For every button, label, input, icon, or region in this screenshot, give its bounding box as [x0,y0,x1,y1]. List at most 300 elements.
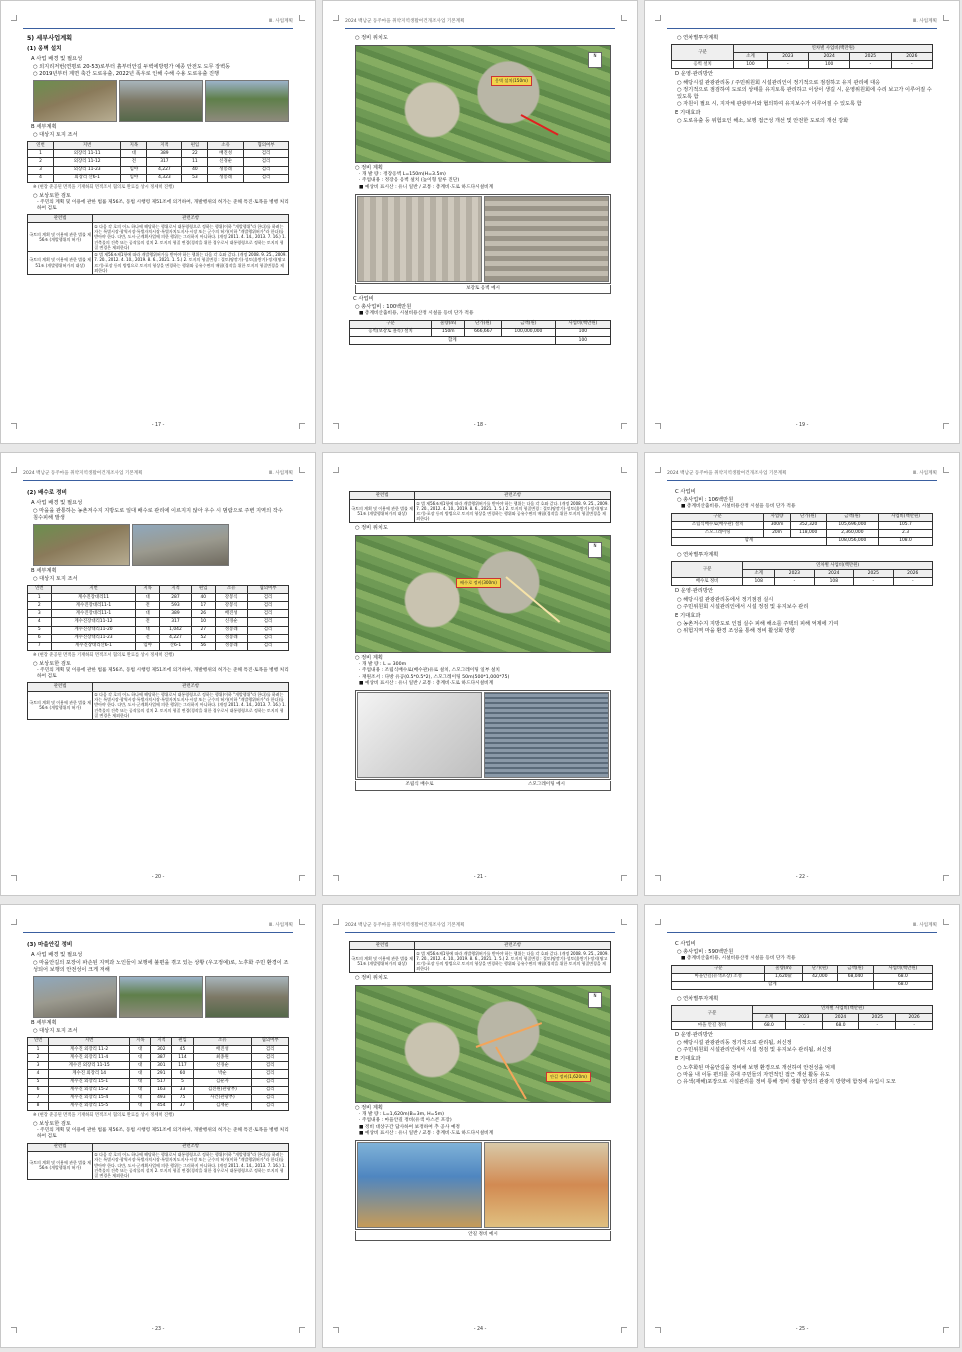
bullet: ○ 대상지 토지 조서 [33,575,78,582]
table-cell: 신경순 [193,1062,252,1070]
document-page-22 [644,452,960,896]
site-photo [205,976,289,1018]
table-row [672,1022,933,1030]
table-cell: 산6-1 [159,642,191,650]
law-table [27,214,289,274]
land-table [27,1037,289,1111]
table-cell: - [891,61,932,69]
cost-table [671,965,933,990]
annual-plan-table [671,561,933,586]
photo-caption: 안길 정비 예시 [355,1231,611,1240]
site-photos [33,80,289,122]
heading-a: A 사업 배경 및 필요성 [31,55,83,62]
heading-c: C 사업비 [353,296,374,303]
table-cell: 김순자 [193,1078,252,1086]
table-header-cell: 연번 [28,585,52,593]
table-cell: 계수진 외장리 11-4 [49,1054,130,1062]
table-cell: 대 [136,594,160,602]
table-cell: 국토의 계획 및 이용에 관한 법률 제51조 (개발행위허가의 대상) [350,500,415,523]
table-cell: 2,360,000 [826,529,878,537]
table-header-cell: 지적 [151,1037,172,1045]
table-row [28,610,289,618]
annual-plan-table [671,44,933,69]
table-cell: 1 [28,594,52,602]
page-number: - 23 - [151,1326,165,1332]
cost-table [671,513,933,547]
header-section: Ⅲ. 사업계획 [913,19,937,24]
map-callout: 배수로 정비(300m) [456,578,501,588]
table-header-cell: 구분 [672,562,743,578]
table-cell: 105.7 [879,521,933,529]
table-cell: 7 [28,1094,49,1102]
table-cell: 68.0 [822,1022,859,1030]
document-page-18 [322,0,638,444]
page-number: - 22 - [795,874,809,880]
table-header-cell: 관련법 [28,215,93,223]
table-row [672,981,933,989]
site-photo [33,524,130,566]
bullet: ○ 보상토한 검토 [33,1120,71,1127]
photo-caption: 조립식 배수로 [405,782,434,788]
example-photo [357,1142,482,1228]
page-number: - 17 - [151,422,165,428]
bullet: ○ 대상지 토지 조서 [33,132,78,139]
table-cell: 전 [136,618,160,626]
table-cell: 성봉례 [208,174,244,182]
table-cell: 스모그레이팅 [672,529,764,537]
table-header-cell: 금액(원) [502,320,556,328]
table-cell: 국토의 계획 및 이용에 관한 법률 제56조 (개발행위의 허가) [28,691,93,719]
route-line [476,1022,542,1048]
table-cell: 대 [130,1062,151,1070]
site-photos [33,976,289,1018]
table-cell: - [896,1022,933,1030]
table-row [350,328,611,336]
table-cell: 계수진 외장리 15-5 [49,1102,130,1110]
table-row [350,950,611,973]
table-cell: 3 [28,610,52,618]
table-cell: 4 [28,1070,49,1078]
table-header-cell: 단가(원) [790,513,826,521]
table-row [28,142,289,150]
table-header-cell: 편입 [182,142,208,150]
law-table [349,941,611,973]
table-cell: 108.0 [879,537,933,545]
table-cell: 7 [28,642,52,650]
bullet: ○ 정비 계획 [355,1105,383,1112]
page-number: - 18 - [473,422,487,428]
table-cell: 11 [182,158,208,166]
bullet: ○ 자원이 필요 시, 지자체 관광부서와 협의하여 유지보수가 이루어질 수 있도록 함 [677,100,862,107]
table-cell: 40 [182,166,208,174]
table-cell: 사건(관광부) [193,1094,252,1102]
table-cell: 33 [172,1086,193,1094]
table-cell: 4,227 [159,634,191,642]
header-title: 2024 백남군 동주마을 취약지역생활여건개조사업 기본계획 [345,19,465,24]
table-cell: 검리 [247,594,288,602]
table-cell: 검리 [252,1094,289,1102]
table-cell: 검리 [252,1086,289,1094]
table-cell: 150m [432,328,465,336]
table-cell: 외장리 11-12 [53,158,120,166]
table-cell: 외장리 11-23 [53,166,120,174]
example-photo [484,692,609,778]
table-cell: 대 [130,1054,151,1062]
table-header-cell: 연차별 사업비(백만원) [734,45,933,53]
table-header-cell: 2024 [809,53,850,61]
table-row [28,594,289,602]
subsection-heading: (1) 옹벽 설치 [27,46,62,53]
table-cell: 계수진장대리산6-1 [51,642,136,650]
bullet: ○ 연차별투자계획 [677,552,719,558]
bullet: ○ 정비 계획 [355,165,383,172]
table-cell: 계수진장대리11 [51,594,136,602]
table-cell: 117 [172,1062,193,1070]
table-cell: 김진원(관광부) [193,1086,252,1094]
table-cell: 300m [764,521,791,529]
map-callout: 안길 정비(1,620m) [546,1072,591,1082]
table-cell: 검리 [247,626,288,634]
table-cell: 2 [28,602,52,610]
crop-mark [943,467,949,473]
table-cell: 60 [172,1070,193,1078]
table-cell: 6 [28,634,52,642]
table-row [28,174,289,182]
table-header-cell: 사업비(백만원) [555,320,610,328]
bullet: ○ 정비 위치도 [355,35,388,41]
example-photos [355,690,611,780]
table-header-cell: 지적 [147,142,182,150]
table-header-cell: 편입 [172,1037,193,1045]
table-header-cell: 사업비(백만원) [873,965,932,973]
table-cell: 389 [147,150,182,158]
bullet-detail: · 재원조서 : 다방 유공(0.5*0.5*2), 스모그레이팅 50m(500*1,000*75) [359,674,510,680]
table-cell: 20m [764,529,791,537]
table-cell: 5 [28,626,52,634]
page-number: - 24 - [473,1326,487,1332]
table-cell: 108,056,000 [826,537,878,545]
table-cell: 국토의 계획 및 이용에 관한 법률 제51조 (개발행위허가의 대상) [350,950,415,973]
table-cell: 37 [172,1102,193,1110]
table-cell: 2 [28,158,54,166]
page-header [345,17,615,29]
table-cell: 105,696,000 [826,521,878,529]
table-row [28,1037,289,1045]
crop-mark [11,467,17,473]
table-header-cell: 관련조항 [93,215,289,223]
table-cell: 계수진 외장리 15-1 [49,1078,130,1086]
header-section: Ⅲ. 사업계획 [269,19,293,24]
table-cell: 4,323 [147,174,182,182]
header-title: 2024 백남군 동주마을 취약지역생활여건개조사업 기본계획 [667,471,787,476]
table-cell: 108 [814,578,853,586]
heading-d: D 운영·관리방안 [675,1032,714,1039]
table-header-cell: 2025 [859,1014,896,1022]
subsection-heading: (3) 마을안길 정비 [27,942,73,948]
table-cell: 검리 [243,158,288,166]
bullet: ○ 주민위원회 시설관리인에서 시설 정검 및 유지보수 관리됨, 쇠신정 [677,1047,832,1054]
crop-mark [655,15,661,21]
table-cell: 163 [151,1086,172,1094]
table-header-cell: 소계 [752,1014,785,1022]
bullet-detail: ■ 총계비산출비용, 시설비용산정 시설을 등비 단가 적용 [359,311,474,317]
table-row [672,973,933,981]
table-header-cell: 지번 [51,585,136,593]
table-cell: 계수진장대리11-23 [51,634,136,642]
route-line [495,1047,527,1100]
table-cell: 68.0 [752,1022,785,1030]
table-header-cell: 2023 [775,570,814,578]
table-cell: 대 [136,626,160,634]
table-cell: 계수진 외장리 15-4 [49,1094,130,1102]
table-cell: 100 [734,61,767,69]
table-row [672,537,933,545]
crop-mark [943,919,949,925]
table-cell: 53 [182,174,208,182]
header-title: 2024 백남군 동주마을 취약지역생활여건개조사업 기본계획 [23,471,143,476]
aerial-map [355,535,611,653]
bullet: ○ 외지리저번(연평로 20-53)로부터 흙부터안길 두벽에방평가 예종 안전도 도무 장벽동 [33,64,231,71]
table-row [672,562,933,570]
table-header-cell: 지목 [136,585,160,593]
table-cell: 100 [555,328,610,336]
example-photo [357,196,482,282]
bullet-detail: · 개 발 량 : L=1,620m(B=3m, H=5m) [359,1112,444,1118]
table-header-cell: 소유 [208,142,244,150]
table-cell: 68.0 [873,981,932,989]
table-header-cell: 연차별 사업비(백만원) [752,1005,932,1013]
table-header-cell: 물량(m) [432,320,465,328]
table-cell: - [893,578,932,586]
table-cell: 302 [151,1046,172,1054]
table-cell: 검리 [243,150,288,158]
heading-c: C 사업비 [675,941,696,947]
document-page-21 [322,452,638,896]
crop-mark [333,919,339,925]
table-cell: ① 다음 각 호의 어느 하나에 해당하는 행위로서 대통령령으로 정하는 행위(이하 "개발행위"라 한다)를 하려는 자는 특별시장·광역시장·특별자치시장·특별자치도지사·시장 또는 군수의 허가(이하 "개발행위허가"라 한다)를 받아야 한다. 다만, 도시·군계획사업에 의한 행위는 그러하지 아니하다. (개정 2011. 4. 14., 2013. 7. 16.) 1. 건축물의 건축 또는 공작물의 설치 2. 토지의 형질 변경(경작을 위한 경우로서 대통령령으로 정하는 토지의 형질 변경은 제외한다) [93,691,289,719]
table-cell: 6 [28,1086,49,1094]
table-cell: 68,040 [838,973,874,981]
site-photo [119,80,203,122]
heading-e: E 기대효과 [675,612,701,619]
bullet: ○ 마을안길의 포장이 파손된 지역과 노인들이 보행에 불편을 겪고 있는 상황 (우고정예)로, 노후화 주민 환경이 조성되어 보행의 안전성이 크게 저해 [33,959,289,973]
bullet: ○ 대상지 토지 조서 [33,1027,78,1034]
bullet: ○ 보상토한 검토 [33,660,71,667]
bullet-detail: ■ 예상비 표시산 : 유니 일반 / 교통 : 총계비·도로 하드다시설비계 [359,1131,494,1137]
table-cell: 계수진 외장리 14 [49,1070,130,1078]
table-cell: 계수진 외장리 15-2 [49,1086,130,1094]
crop-mark [655,467,661,473]
table-row [28,150,289,158]
crop-mark [943,15,949,21]
bullet: ○ 정비 위치도 [355,525,388,532]
table-cell: 대 [121,150,147,158]
site-photos [33,524,229,566]
table-cell: 118,000 [790,529,826,537]
table-cell: 강봉식 [215,594,247,602]
table-cell: 26 [191,610,215,618]
table-cell: 국토의 계획 및 이용에 관한 법률 제51조 (개발행위허가의 대상) [28,251,93,274]
bullet-detail: - 주민의 계획 및 이용에 관한 법률 제56조, 동법 시행령 제51조에 의거하여, 개발행위의 허가는 준해 특진·토목을 병행 처리하여 검토 [37,199,289,212]
table-header-cell: 구분 [672,965,765,973]
table-cell: 8 [28,1102,49,1110]
bullet-detail: · 개 발 량 : 정장옹벽 L=150m(H=3.5m) [359,172,446,178]
table-header-cell: 협의여부 [243,142,288,150]
photo-caption: 보강토 옹벽 예시 [355,285,611,294]
table-cell: 27 [191,626,215,634]
heading-b: B 세부계획 [31,567,57,574]
land-table [27,585,289,651]
table-cell: 합계 [350,337,556,345]
table-header-cell: 관련조항 [415,492,611,500]
table-row [28,1054,289,1062]
table-header-cell: 관련법 [350,492,415,500]
table-header-cell: 협의여부 [252,1037,289,1045]
table-cell: 신경순 [208,158,244,166]
compass-icon: N [588,542,602,558]
table-header-cell: 금액(원) [826,513,878,521]
heading-d: D 운영·관리방안 [675,588,714,595]
bullet: ○ 도로유출 등 위험요인 해소, 보행 접근성 개선 및 안전한 도로의 개선 강화 [677,117,849,124]
table-cell: - [775,578,814,586]
table-cell: 옹벽 설치 [672,61,734,69]
bullet: ○ 정비 계획 [355,655,383,662]
table-cell: 대 [136,610,160,618]
table-cell: 마을 안길 정비 [672,1022,753,1030]
table-row [28,223,289,251]
bullet-detail: ■ 정비 대상구간 답사하여 보정하여 추 공사 예정 [359,1124,460,1130]
table-cell: 전 [136,602,160,610]
table-cell: 계수진 외장리 11-15 [49,1062,130,1070]
table-cell: 100 [809,61,850,69]
table-row [672,521,933,529]
table-row [28,602,289,610]
table-cell: 검리 [247,642,288,650]
table-cell: 계수진장대리11-12 [51,618,136,626]
crop-mark [621,919,627,925]
crop-mark [11,919,17,925]
table-cell: 291 [151,1070,172,1078]
table-cell: 108 [743,578,775,586]
bullet: ○ 보상토한 검토 [33,192,71,199]
bullet-detail: ■ 예상비 표시산 : 유니 일반 / 교통 : 총계비·도로 하드다시설비계 [359,681,494,687]
table-row [350,337,611,345]
table-header-cell: 구분 [672,513,764,521]
bullet-detail: ■ 총계비산출비용, 시설비용산정 시설을 등비 단가 적용 [681,956,796,962]
table-cell: ① 법 제56조제1항에 따라 개발행위허가를 받아야 하는 행위는 다음 각 호와 같다. (개정 2008. 9. 25., 2009. 7. 20., 2012. 4. 10., 2019. 8. 6., 2021. 1. 5.) 2. 토지의 형질변경 : 절토(땅깎기)·성토(흙쌓기)·정지(땅고르기)·포장 등의 방법으로 토지의 형상을 변경하는 행위와 공유수면의 매립(경작을 위한 토지의 형질변경을 제외한다) [94,252,287,273]
table-cell: 전 [121,158,147,166]
table-row [28,1070,289,1078]
table-cell: 배수로 정비 [672,578,743,586]
table-cell: 100,000,000 [502,328,556,336]
table-cell: 5 [172,1078,193,1086]
page-number: - 19 - [795,422,809,428]
example-photo [357,692,482,778]
heading-b: B 세부계획 [31,124,57,131]
table-cell: 성봉례 [215,634,247,642]
page-header [667,17,937,29]
page-header [667,469,937,481]
table-cell: - [786,1022,823,1030]
table-cell: 계수진장대리11-1 [51,610,136,618]
table-cell: 100 [555,337,610,345]
table-cell: 4 [28,618,52,626]
table-cell: 10 [191,618,215,626]
bullet-detail: · 주업내용 : 조립식배수로(배수관)유로 설치, 스모그레이팅 일부 설치 [359,668,500,674]
page-header [667,921,937,933]
table-cell: 검리 [252,1046,289,1054]
table-cell: 114 [172,1054,193,1062]
bullet: ○ 마을 내 이동 편의를 증대 주민들의 자연적인 접근 개선 활동 유도 [677,1071,830,1078]
table-cell: 검리 [252,1062,289,1070]
table-header-cell: 2025 [850,53,891,61]
header-section: Ⅲ. 사업계획 [269,923,293,928]
table-cell: 국토의 계획 및 이용에 관한 법률 제56조 (개발행위의 허가) [28,223,93,251]
bullet: ○ 2019년부터 계면 축간 도로유출, 2022년 폭우로 인해 수해 수용 도로유출 진행 [33,71,220,78]
table-row [672,965,933,973]
table-header-cell: 2024 [822,1014,859,1022]
document-page-23 [0,904,316,1348]
table-cell: 검리 [247,602,288,610]
table-cell: 검리 [243,166,288,174]
table-cell: 대 [130,1102,151,1110]
table-cell: 593 [159,602,191,610]
header-section: Ⅲ. 사업계획 [913,471,937,476]
example-photos [355,194,611,284]
table-row [672,45,933,53]
land-table [27,141,289,183]
bullet: ○ 해당시설 관광관리동 / 주민위원회 시설관리인이 정기적으로 점검하고 유지 관리에 대응 [677,79,881,86]
table-cell: 대 [130,1046,151,1054]
heading-a: A 사업 배경 및 필요성 [31,499,83,506]
table-cell: 666,667 [465,328,502,336]
bullet: ○ 주민위원회 시설관리인에서 시설 정검 및 유지보수 관리 [677,603,809,610]
site-photo [33,976,117,1018]
table-header-cell: 지적 [159,585,191,593]
table-cell: 검리 [252,1070,289,1078]
bullet: ○ 해당시설 관광관리동 정기적으로 관리됨, 쇠신정 [677,1040,792,1047]
table-cell: 287 [159,594,191,602]
page-header [23,469,293,481]
table-cell: - [859,1022,896,1030]
table-cell: 합계 [672,981,874,989]
table-header-cell: 단가(원) [802,965,838,973]
table-cell: 계수진 외장리 11-2 [49,1046,130,1054]
law-table [27,1143,289,1180]
site-photo [205,80,289,122]
bullet-detail: · 주업내용 : 정장옹 옹벽 설치 (높이형 알루 진단) [359,178,460,184]
table-row [28,251,289,274]
table-cell: 1 [28,150,54,158]
table-cell: 마을안길(유색포장) 조성 [672,973,765,981]
table-note: ※ (현장 준공된 면적을 기재하되 면적조서 협의로 완료를 상시 정세히 진행) [33,652,174,658]
table-cell: 계수진장대리11-20 [51,626,136,634]
table-cell: 대 [130,1094,151,1102]
photo-captions [355,781,611,790]
bullet: ○ 연차별투자계획 [677,35,719,41]
route-line [505,576,560,623]
page-number: - 21 - [473,874,487,880]
table-header-cell: 연번 [28,1037,49,1045]
table-row [672,1005,933,1013]
map-callout: 옹벽 설치(150m) [491,76,532,86]
table-cell: 합계 [672,537,827,545]
table-header-cell: 소유 [215,585,247,593]
bullet: ○ 위험지역 마을 환경 조성을 통해 정비 활성화 방향 [677,627,795,634]
table-header-cell: 2026 [896,1014,933,1022]
crop-mark [655,919,661,925]
table-cell: ① 다음 각 호의 어느 하나에 해당하는 행위로서 대통령령으로 정하는 행위(이하 "개발행위"라 한다)를 하려는 자는 특별시장·광역시장·특별자치시장·특별자치도지사·시장 또는 군수의 허가(이하 "개발행위허가"라 한다)를 받아야 한다. 다만, 도시·군계획사업에 의한 행위는 그러하지 아니하다. (개정 2011. 4. 14., 2013. 7. 16.) 1. 건축물의 건축 또는 공작물의 설치 2. 토지의 형질 변경(경작을 위한 경우로서 대통령령으로 정하는 토지의 형질 변경은 제외한다) [93,1151,289,1179]
